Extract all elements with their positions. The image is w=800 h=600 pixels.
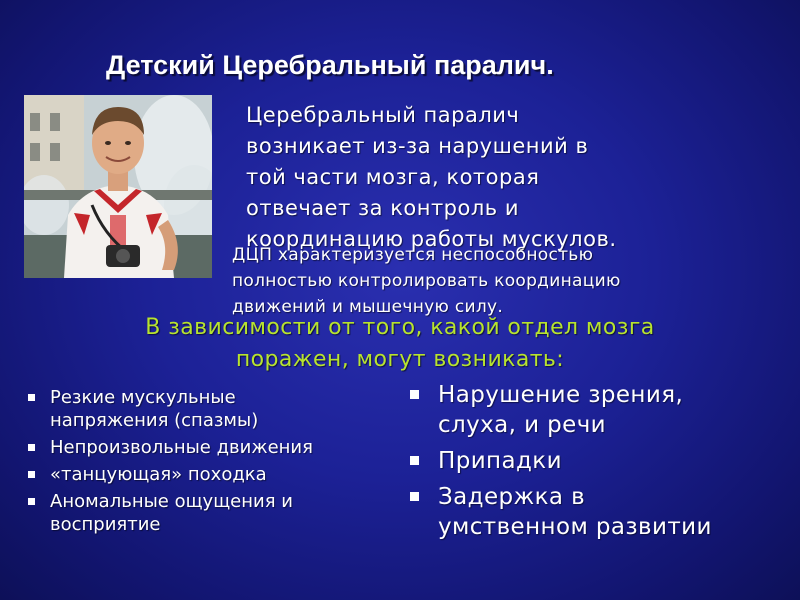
list-item [26,490,406,536]
list-item [26,386,406,432]
list-item-text: Непроизвольные движения [50,437,313,458]
list-item [26,463,406,486]
bullet-icon [28,471,35,478]
bullet-icon [28,444,35,451]
symptoms-list-right [408,380,788,548]
slide-title: Детский Церебральный паралич. [106,50,554,80]
bullet-icon [410,390,419,399]
list-item [408,482,788,542]
bullet-icon [410,492,419,501]
list-item [408,380,788,440]
list-item [26,436,406,459]
bullet-icon [28,394,35,401]
intro-paragraph: Церебральный паралич возникает из-за нарушений в той части мозга, которая отвечает за контроль и координацию работы мускулов. [246,103,617,251]
subheading: В зависимости от того, какой отдел мозга поражен, могут возникать: [145,315,655,372]
bullet-icon [410,456,419,465]
characteristics-paragraph: ДЦП характеризуется неспособностью полностью контролировать координацию движений и мышечную силу. [232,245,621,317]
list-item-text: Припадки [438,448,562,474]
person-photo [24,95,212,278]
list-item [408,446,788,476]
bullet-icon [28,498,35,505]
list-item-text: Аномальные ощущения и восприятие [50,491,293,535]
list-item-text: Задержка в умственном развитии [438,484,712,540]
list-item-text: Нарушение зрения, слуха, и речи [438,382,684,438]
list-item-text: Резкие мускульные напряжения (спазмы) [50,387,259,431]
symptoms-list-left [26,386,406,540]
list-item-text: «танцующая» походка [50,464,267,485]
